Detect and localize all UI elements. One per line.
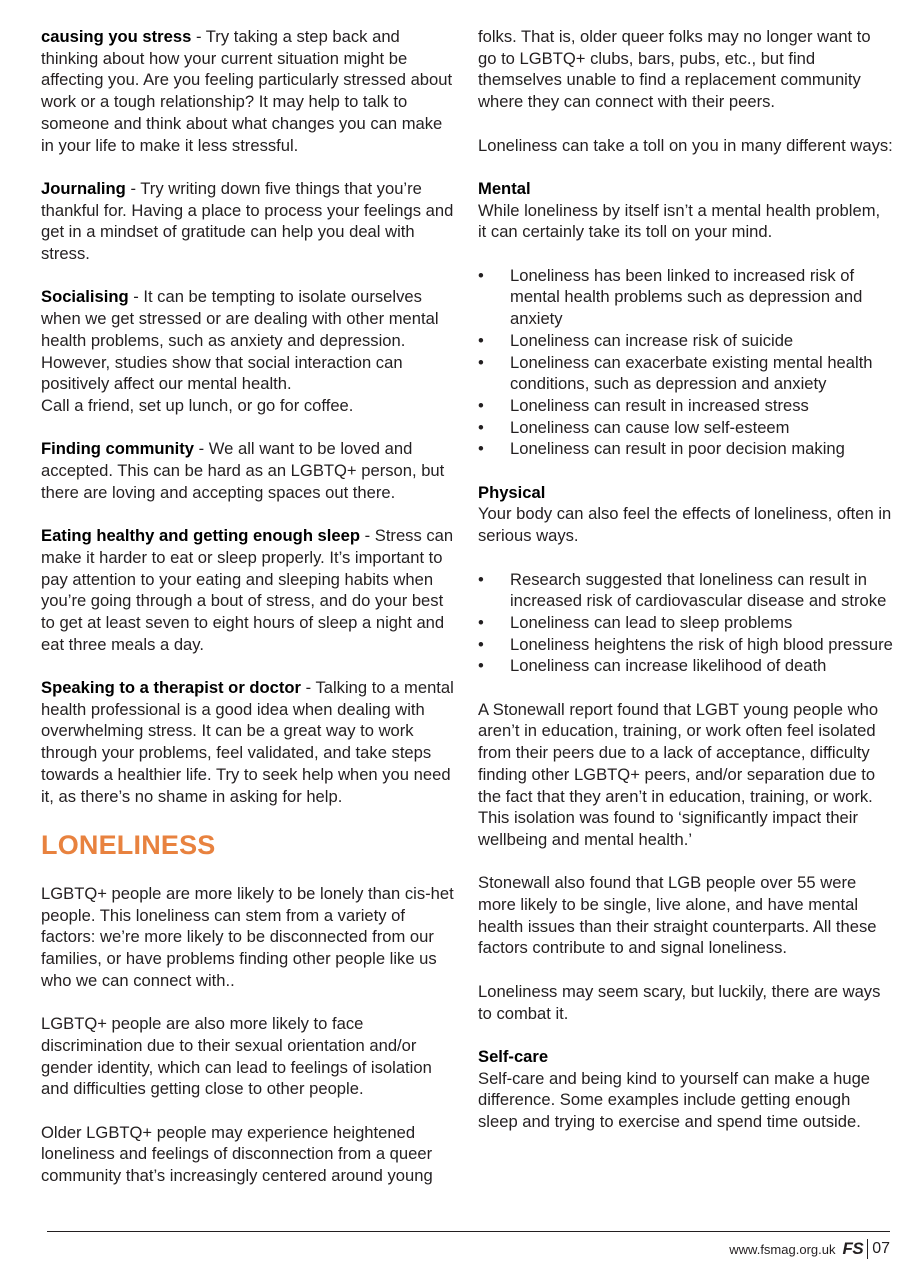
tip-term: causing you stress: [41, 27, 192, 46]
tip-stress-cause: causing you stress - Try taking a step back and thinking about how your current situation might be affecting you. Are you feeling particularly stressed about work or a tough relationship? It may help to talk to someone and think about what changes you can make in your life to make it less stressful.: [41, 27, 453, 155]
footer-divider: [47, 1231, 890, 1232]
tip-therapist: Speaking to a therapist or doctor - Talking to a mental health professional is a good idea when dealing with overwhelming stress. It can be a great way to work through your problems, feel validated, and take steps towards a healthier life. Try to seek help when you need it, as there’s no shame in asking for help.: [41, 678, 454, 806]
list-item: • Loneliness can increase likelihood of death: [478, 656, 827, 676]
page-footer: [729, 1238, 890, 1260]
subhead-self-care: Self-care: [478, 1046, 549, 1066]
list-item: • Loneliness has been linked to increased risk of mental health problems such as depression and anxiety: [478, 265, 863, 329]
footer-url[interactable]: www.fsmag.org.uk: [729, 1241, 836, 1257]
list-item: • Loneliness can exacerbate existing mental health conditions, such as depression and anxiety: [478, 352, 873, 394]
bullet-icon: •: [478, 395, 484, 415]
subhead-physical: Physical: [478, 482, 546, 502]
body-paragraph: Older LGBTQ+ people may experience heightened loneliness and feelings of disconnection from a queer community that’s increasingly centered around young: [41, 1122, 433, 1186]
mental-bullet-list: [478, 265, 893, 460]
list-item: • Loneliness can cause low self-esteem: [478, 417, 790, 437]
mental-intro: While loneliness by itself isn’t a mental health problem, it can certainly take its toll on your mind.: [478, 200, 881, 242]
tip-term: Socialising: [41, 287, 129, 307]
tip-journaling: Journaling - Try writing down five things that you’re thankful for. Having a place to process your feelings and get in a mindset of gratitude can help you deal with stress.: [41, 178, 454, 264]
body-paragraph: Loneliness can take a toll on you in many different ways:: [478, 135, 893, 155]
fs-logo: FS: [842, 1239, 868, 1259]
body-paragraph: Loneliness may seem scary, but luckily, there are ways to combat it.: [478, 981, 881, 1023]
list-item: • Loneliness can lead to sleep problems: [478, 612, 793, 632]
page-number: 07: [872, 1240, 890, 1257]
tip-socialising: Socialising - It can be tempting to isolate ourselves when we get stressed or are dealing with other mental health problems, such as anxiety and depression. However, studies show that social interaction can positively affect our mental health. Call a friend, set up lunch, or go for coffee.: [41, 287, 439, 415]
tip-term: Eating healthy and getting enough sleep: [41, 526, 360, 546]
body-paragraph: Stonewall also found that LGB people over 55 were more likely to be single, live alone, and have mental health issues than their straight counterparts. All these factors contribute to and signal loneliness.: [478, 873, 877, 958]
body-paragraph: A Stonewall report found that LGBT young people who aren’t in education, training, or work often feel isolated from their peers due to a lack of acceptance, difficulty finding other LGBTQ+ peers, and/or separation due to the fact that they aren’t in education, training, or work. This isolation was found to ‘significantly impact their wellbeing and mental health.’: [478, 699, 879, 849]
physical-bullet-list: [478, 569, 893, 678]
bullet-icon: •: [478, 330, 484, 350]
tip-term: Finding community: [41, 439, 195, 459]
list-item: • Loneliness can result in poor decision making: [478, 439, 845, 459]
left-column: [41, 26, 456, 1208]
body-paragraph: folks. That is, older queer folks may no longer want to go to LGBTQ+ clubs, bars, pubs, etc., but find themselves unable to find a replacement community where they can connect with their peers.: [478, 27, 871, 112]
body-paragraph: LGBTQ+ people are more likely to be lonely than cis-het people. This loneliness can stem from a variety of factors: we’re more likely to be disconnected from our families, or have problems finding other people like us who we can connect with..: [41, 883, 454, 990]
list-item: • Loneliness heightens the risk of high blood pressure: [478, 634, 893, 654]
body-paragraph: LGBTQ+ people are also more likely to face discrimination due to their sexual orientation and/or gender identity, which can lead to feelings of isolation and difficulties getting close to other people.: [41, 1014, 432, 1099]
subhead-mental: Mental: [478, 178, 531, 198]
tip-eating-sleep: Eating healthy and getting enough sleep - Stress can make it harder to eat or sleep properly. It’s important to pay attention to your eating and sleeping habits when you’re going through a bout of stress, and do your best to get at least seven to eight hours of sleep a night and eat three meals a day.: [41, 526, 454, 654]
bullet-icon: •: [478, 612, 484, 632]
bullet-icon: •: [478, 656, 484, 676]
physical-intro: Your body can also feel the effects of loneliness, often in serious ways.: [478, 504, 892, 546]
tip-term: Journaling: [41, 178, 126, 198]
bullet-icon: •: [478, 569, 484, 589]
bullet-icon: •: [478, 352, 484, 372]
list-item: • Loneliness can result in increased stress: [478, 395, 809, 415]
list-item: • Research suggested that loneliness can result in increased risk of cardiovascular disease and stroke: [478, 569, 887, 611]
bullet-icon: •: [478, 634, 484, 654]
section-title-loneliness: LONELINESS: [41, 829, 216, 860]
bullet-icon: •: [478, 265, 484, 285]
tip-community: Finding community - We all want to be loved and accepted. This can be hard as an LGBTQ+ person, but there are loving and accepting spaces out there.: [41, 439, 445, 502]
bullet-icon: •: [478, 439, 484, 459]
right-column: [478, 26, 893, 1154]
self-care-text: Self-care and being kind to yourself can make a huge difference. Some examples include getting enough sleep and trying to exercise and spend time outside.: [478, 1068, 871, 1132]
list-item: • Loneliness can increase risk of suicide: [478, 330, 794, 350]
tip-term: Speaking to a therapist or doctor: [41, 678, 302, 698]
bullet-icon: •: [478, 417, 484, 437]
